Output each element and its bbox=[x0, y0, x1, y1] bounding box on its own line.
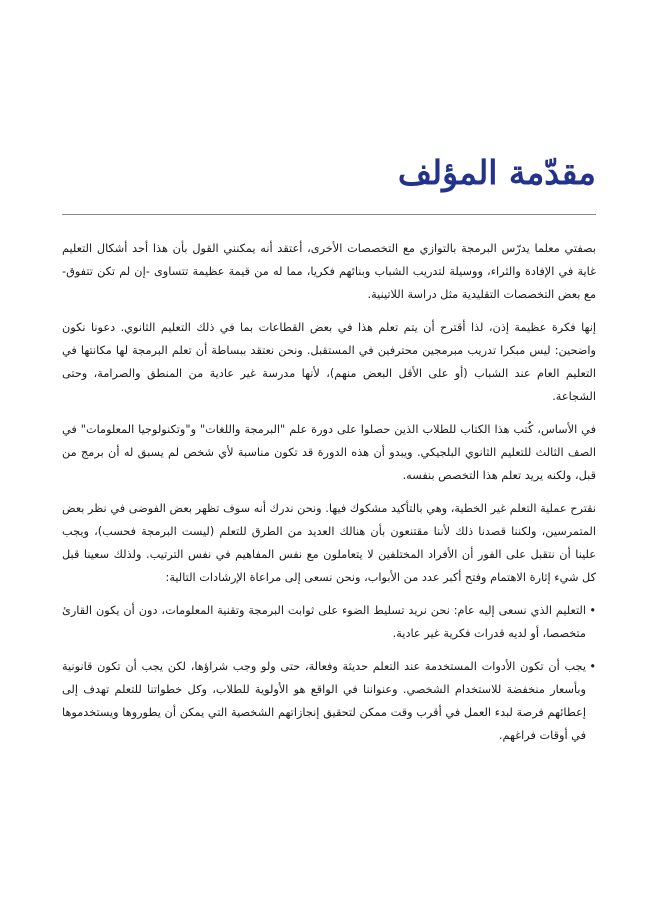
paragraph-idea: إنها فكرة عظيمة إذن، لذا أقترح أن يتم تعلم هذا في بعض القطاعات بما في ذلك التعليم الثانوي. دعونا نكون واضحين: ليس مبكرا تدريب مبرمجين محترفين في المستقبل. ونحن نعتقد ببساطة أن تعلم البرمجة لها مكانتها في التعليم العام عند الشباب (أو على الأقل البعض منهم)، لأنها مدرسة غير عادية من المنطق والصرامة، وحتى الشجاعة. bbox=[62, 321, 596, 404]
guidelines-list bbox=[62, 599, 596, 747]
chapter-title: مقدّمة المؤلف bbox=[397, 153, 596, 192]
paragraph-method: نقترح عملية التعلم غير الخطية، وهي بالتأكيد مشكوك فيها. ونحن ندرك أنه سوف تظهر بعض الفوضى في نظر بعض المتمرسين، ولكننا قصدنا ذلك لأننا مقتنعون بأن هنالك العديد من الطرق للتعلم (ليست البرمجة فحسب)، ويجب علينا أن نتقبل على الفور أن الأفراد المختلفين لا يتعاملون مع نفس المفاهيم في نفس الترتيب. ولذلك سعينا قبل كل شيء إثارة الاهتمام وفتح أكبر عدد من الأبواب، ونحن نسعى إلى مراعاة الإرشادات التالية: bbox=[62, 502, 596, 585]
bullet-icon: • bbox=[589, 604, 596, 618]
title-divider bbox=[62, 214, 596, 215]
page-content bbox=[62, 150, 596, 757]
paragraph-intro: بصفتي معلما يدرّس البرمجة بالتوازي مع التخصصات الأخرى، أعتقد أنه يمكنني القول بأن هذا أحد أشكال التعليم غاية في الإفادة والثراء، ووسيلة لتدريب الشباب وبنائهم فكريا، مما له من قيمة عظيمة تتساوى -إن لم تكن تتفوق- مع بعض التخصصات التقليدية مثل دراسة اللاتينية. bbox=[62, 242, 596, 302]
list-item-text: التعليم الذي نسعى إليه عام: نحن نريد تسليط الضوء على ثوابت البرمجة وتقنية المعلومات، دون أن يكون القارئ متخصصا، أو لديه قدرات فكرية غير عادية. bbox=[62, 604, 586, 641]
list-item-text: يجب أن تكون الأدوات المستخدمة عند التعلم حديثة وفعالة، حتى ولو وجب شراؤها، لكن يجب أن تكون قانونية وبأسعار منخفضة للاستخدام الشخصي. وعنواننا في الواقع هو الأولوية للطلاب، وكل خطواتنا للتعلم تهدف إلى إعطائهم فرصة لبدء العمل في أقرب وقت ممكن لتحقيق إنجازاتهم الشخصية التي يمكن أن يطوروها ويستخدموها في أوقات فراغهم. bbox=[62, 660, 586, 743]
bullet-icon: • bbox=[589, 660, 596, 674]
paragraph-audience: في الأساس، كُتب هذا الكتاب للطلاب الذين حصلوا على دورة علم "البرمجة واللغات" و"وتكنولوجيا المعلومات" في الصف الثالث للتعليم الثانوي البلجيكي. ويبدو أن هذه الدورة قد تكون مناسبة لأي شخص لم يسبق له أن برمج من قبل، ولكنه يريد تعلم هذا التخصص بنفسه. bbox=[62, 423, 596, 483]
list-item bbox=[62, 655, 596, 747]
list-item bbox=[62, 599, 596, 645]
